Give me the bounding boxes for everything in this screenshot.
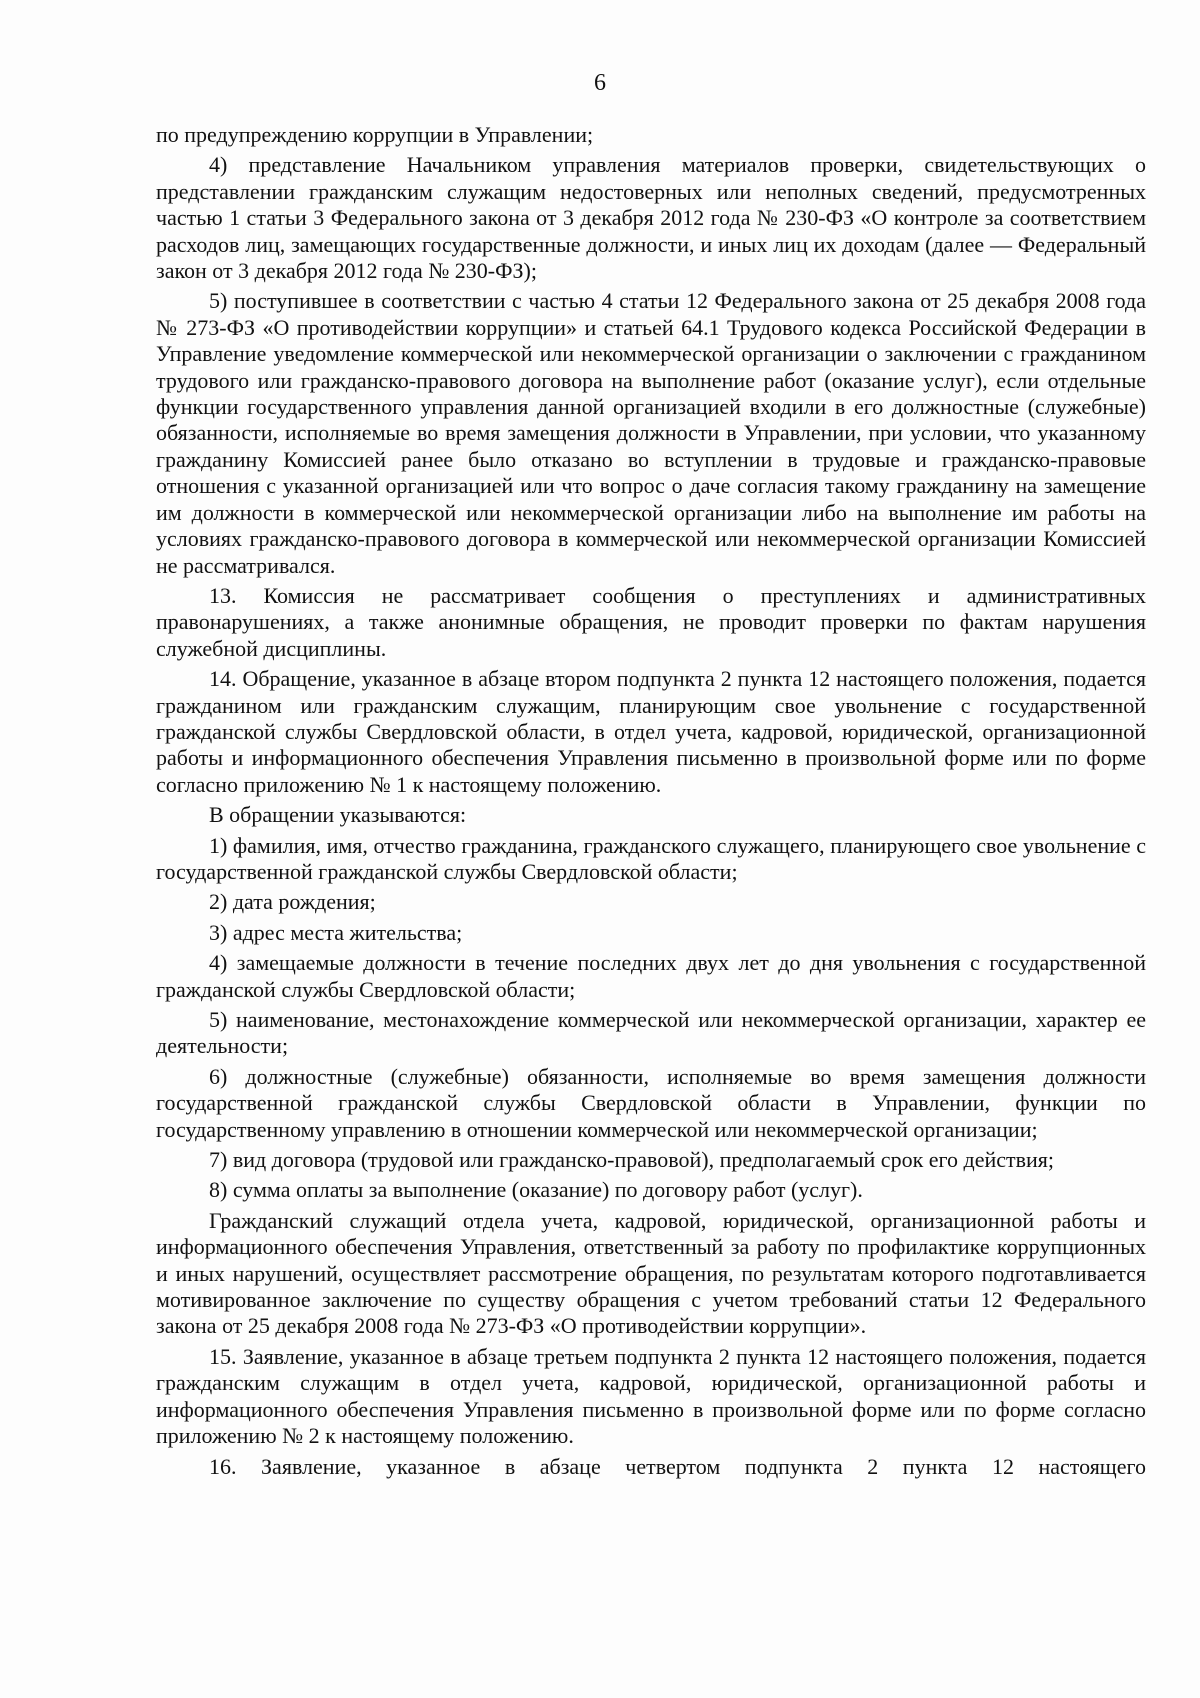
paragraph: 14. Обращение, указанное в абзаце втором подпункта 2 пункта 12 настоящего положения, подается гражданином или гражданским служащим, планирующим свое увольнение с государственной гражданской службы Свердловской области, в отдел учета, кадровой, юридической, организационной работы и информационного обеспечения Управления письменно в произвольной форме или по форме согласно приложению № 1 к настоящему положению. xyxy=(156,666,1146,797)
document-body xyxy=(156,122,1146,1480)
paragraph: 4) замещаемые должности в течение последних двух лет до дня увольнения с государственной гражданской службы Свердловской области; xyxy=(156,950,1146,1002)
paragraph: 2) дата рождения; xyxy=(209,889,376,915)
paragraph: В обращении указываются: xyxy=(209,802,467,828)
paragraph: по предупреждению коррупции в Управлении; xyxy=(156,122,594,147)
paragraph: 3) адрес места жительства; xyxy=(209,919,463,945)
paragraph: 1) фамилия, имя, отчество гражданина, гражданского служащего, планирующего свое увольнение с государственной гражданской службы Свердловской области; xyxy=(156,832,1146,884)
paragraph: 7) вид договора (трудовой или гражданско-правовой), предполагаемый срок его действия; xyxy=(209,1147,1055,1173)
page-number: 6 xyxy=(594,70,606,96)
paragraph: 15. Заявление, указанное в абзаце третьем подпункта 2 пункта 12 настоящего положения, подается гражданским служащим в отдел учета, кадровой, юридической, организационной работы и информационного обеспечения Управления письменно в произвольной форме или по форме согласно приложению № 2 к настоящему положению. xyxy=(156,1343,1146,1449)
paragraph: 16. Заявление, указанное в абзаце четвертом подпункта 2 пункта 12 настоящего xyxy=(209,1453,1146,1479)
paragraph: 5) поступившее в соответствии с частью 4 статьи 12 Федерального закона от 25 декабря 2008 года № 273-ФЗ «О противодействии коррупции» и статьей 64.1 Трудового кодекса Российской Федерации в Управление уведомление коммерческой или некоммерческой организации о заключении с гражданином трудового или гражданско-правового договора на выполнение работ (оказание услуг), если отдельные функции государственного управления данной организацией входили в его должностные (служебные) обязанности, исполняемые во время замещения должности в Управлении, при условии, что указанному гражданину Комиссией ранее было отказано во вступлении в трудовые и гражданско-правовые отношения с указанной организацией или что вопрос о даче согласия такому гражданину на замещение им должности в коммерческой или некоммерческой организации либо на выполнение им работы на условиях гражданско-правового договора в коммерческой или некоммерческой организации Комиссией не рассматривался. xyxy=(156,288,1146,578)
paragraph: 4) представление Начальником управления материалов проверки, свидетельствующих о представлении гражданским служащим недостоверных или неполных сведений, предусмотренных частью 1 статьи 3 Федерального закона от 3 декабря 2012 года № 230-ФЗ «О контроле за соответствием расходов лиц, замещающих государственные должности, и иных лиц их доходам (далее — Федеральный закон от 3 декабря 2012 года № 230-ФЗ); xyxy=(156,152,1146,284)
paragraph: 6) должностные (служебные) обязанности, исполняемые во время замещения должности государственной гражданской службы Свердловской области в Управлении, функции по государственному управлению в отношении коммерческой или некоммерческой организации; xyxy=(156,1063,1146,1142)
paragraph: Гражданский служащий отдела учета, кадровой, юридической, организационной работы и информационного обеспечения Управления, ответственный за работу по профилактике коррупционных и иных нарушений, осуществляет рассмотрение обращения, по результатам которого подготавливается мотивированное заключение по существу обращения с учетом требований статьи 12 Федерального закона от 25 декабря 2008 года № 273-ФЗ «О противодействии коррупции». xyxy=(156,1207,1146,1339)
paragraph: 8) сумма оплаты за выполнение (оказание) по договору работ (услуг). xyxy=(209,1177,863,1203)
paragraph: 5) наименование, местонахождение коммерческой или некоммерческой организации, характер ее деятельности; xyxy=(156,1007,1146,1059)
paragraph: 13. Комиссия не рассматривает сообщения о преступлениях и административных правонарушениях, а также анонимные обращения, не проводит проверки по фактам нарушения служебной дисциплины. xyxy=(156,582,1146,661)
